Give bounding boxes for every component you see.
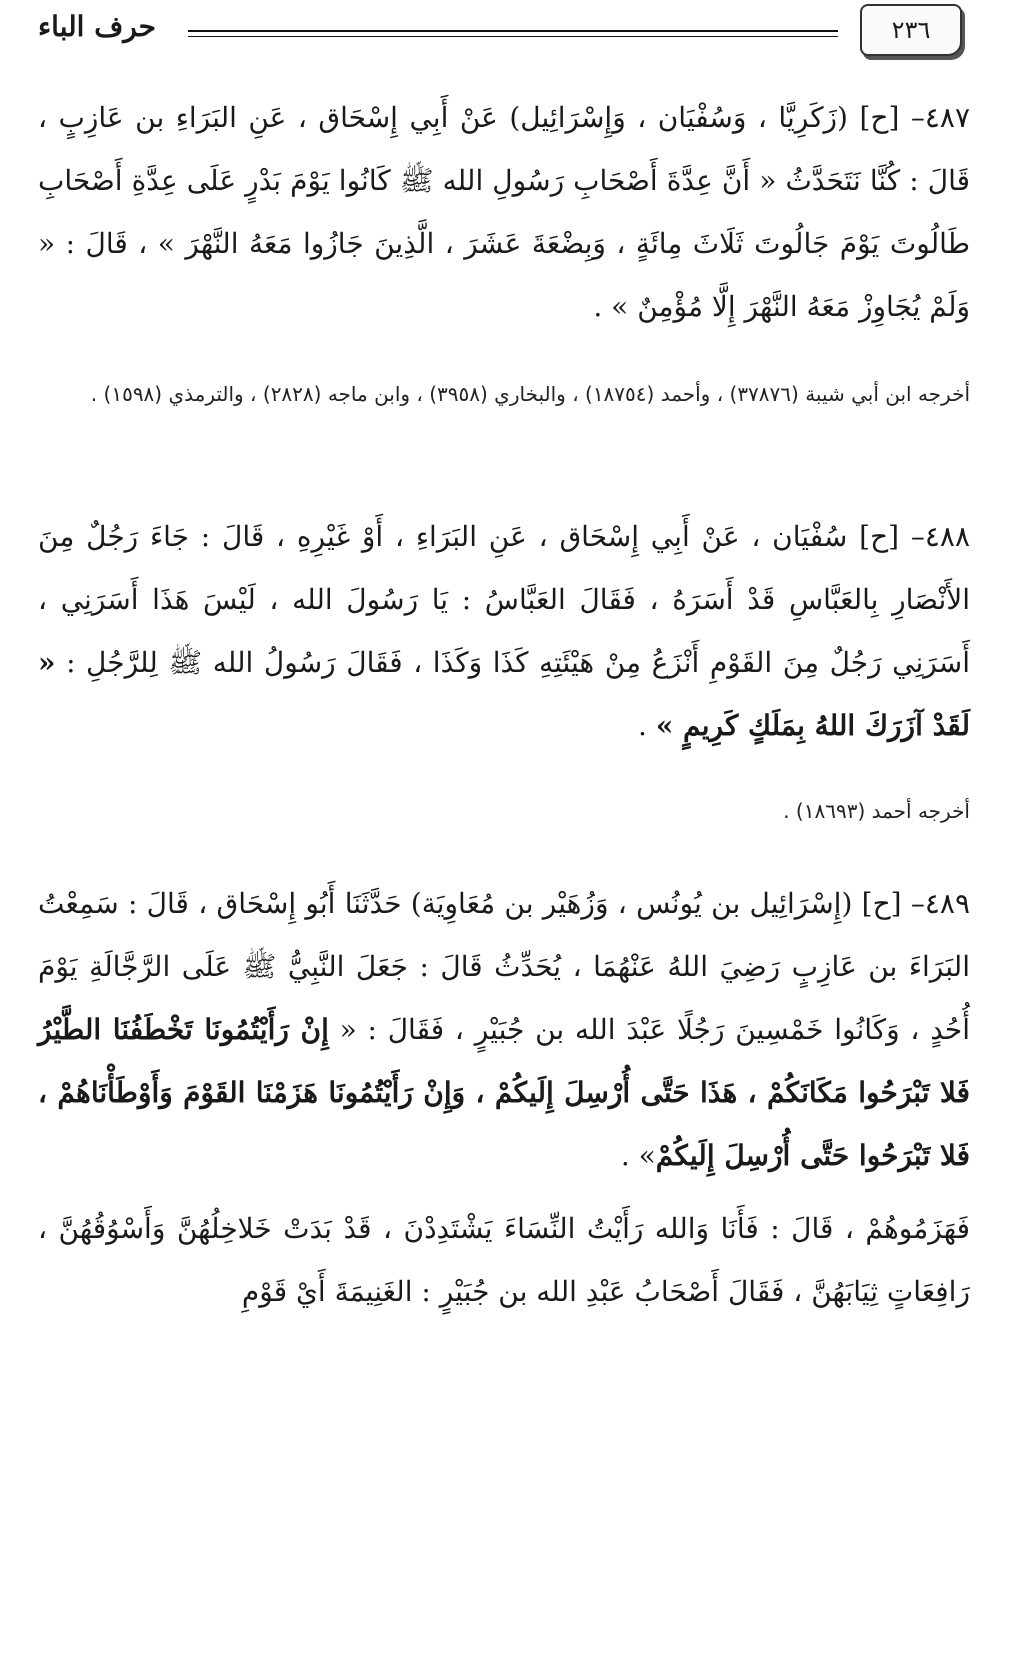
- header-rule: [188, 30, 838, 37]
- hadith-number: ٤٨٨: [924, 520, 970, 553]
- hadith-487-source: أخرجه ابن أبي شيبة (٣٧٨٧٦) ، وأحمد (١٨٧٥٤) ، والبخاري (٣٩٥٨) ، وابن ماجه (٢٨٢٨) ، والترمذي (١٥٩٨) .: [90, 382, 970, 406]
- hadith-body: – [ح] (إِسْرَائِيل بن يُونُس ، وَزُهَيْر بن مُعَاوِيَة) حَدَّثَنَا أَبُو إِسْحَاق ، قَالَ : سَمِعْتُ البَرَاءَ بن عَازِبٍ رَضِيَ اللهُ عَنْهُمَا ، يُحَدِّثُ قَالَ : جَعَلَ النَّبِيُّ ﷺ عَلَى الرَّجَّالَةِ يَوْمَ أُحُدٍ ، وَكَانُوا خَمْسِينَ رَجُلًا عَبْدَ الله بن جُبَيْرٍ ، فَقَالَ : «: [38, 887, 971, 1046]
- hadith-488: [38, 505, 970, 757]
- hadith-text: [38, 86, 970, 338]
- page-header: [0, 0, 1010, 70]
- hadith-487: [38, 86, 970, 338]
- hadith-continuation: فَهَزَمُوهُمْ ، قَالَ : فَأَنَا وَالله رَأَيْتُ النِّسَاءَ يَشْتَدِدْنَ ، قَدْ بَدَتْ خَلاخِلُهُنَّ وَأَسْوُقُهُنَّ ، رَافِعَاتٍ ثِيَابَهُنَّ ، فَقَالَ أَصْحَابُ عَبْدِ الله بن جُبَيْرٍ : الغَنِيمَةَ أَيْ قَوْمِ: [38, 1212, 970, 1308]
- hadith-number: ٤٨٩: [924, 887, 970, 920]
- page-number: ٢٣٦: [891, 16, 931, 44]
- hadith-tail: » .: [620, 1139, 656, 1172]
- hadith-488-source: أخرجه أحمد (١٨٦٩٣) .: [783, 799, 970, 823]
- hadith-body: – [ح] (زَكَرِيَّا ، وَسُفْيَان ، وَإِسْرَائِيل) عَنْ أَبِي إِسْحَاق ، عَنِ البَرَاءِ بن عَازِبٍ ، قَالَ : كُنَّا نَتَحَدَّثُ « أَنَّ عِدَّةَ أَصْحَابِ رَسُولِ الله ﷺ كَانُوا يَوْمَ بَدْرٍ عَلَى عِدَّةِ أَصْحَابِ طَالُوتَ يَوْمَ جَالُوتَ ثَلَاثَ مِائَةٍ ، وَبِضْعَةَ عَشَرَ ، الَّذِينَ جَازُوا مَعَهُ النَّهْرَ » ، قَالَ : « وَلَمْ يُجَاوِزْ مَعَهُ النَّهْرَ إِلَّا مُؤْمِنٌ » .: [38, 101, 971, 323]
- hadith-489: [38, 872, 970, 1323]
- hadith-text: [38, 872, 970, 1187]
- hadith-body: – [ح] سُفْيَان ، عَنْ أَبِي إِسْحَاق ، عَنِ البَرَاءِ ، أَوْ غَيْرِهِ ، قَالَ : جَاءَ رَجُلٌ مِنَ الأَنْصَارِ بِالعَبَّاسِ قَدْ أَسَرَهُ ، فَقَالَ العَبَّاسُ : يَا رَسُولَ الله ، لَيْسَ هَذَا أَسَرَنِي ، أَسَرَنِي رَجُلٌ مِنَ القَوْمِ أَنْزَعُ مِنْ هَيْئَتِهِ كَذَا وَكَذَا ، فَقَالَ رَسُولُ الله ﷺ لِلرَّجُلِ :: [38, 520, 970, 679]
- hadith-number: ٤٨٧: [924, 101, 970, 134]
- prophet-quote: « لَقَدْ آزَرَكَ اللهُ بِمَلَكٍ كَرِيمٍ »: [38, 646, 970, 742]
- prophet-quote: إِنْ رَأَيْتُمُونَا تَخْطَفُنَا الطَّيْرُ فَلا تَبْرَحُوا مَكَانَكُمْ ، هَذَا حَتَّى أُرْسِلَ إِلَيكُمْ ، وَإِنْ رَأَيْتُمُونَا هَزَمْنَا القَوْمَ وَأَوْطَأْنَاهُمْ ، فَلا تَبْرَحُوا حَتَّى أُرْسِلَ إِلَيكُمْ: [38, 1013, 970, 1172]
- page-number-box: [860, 4, 962, 56]
- chapter-title: حرف الباء: [38, 10, 156, 43]
- hadith-text: [38, 505, 970, 757]
- hadith-tail: .: [638, 709, 656, 742]
